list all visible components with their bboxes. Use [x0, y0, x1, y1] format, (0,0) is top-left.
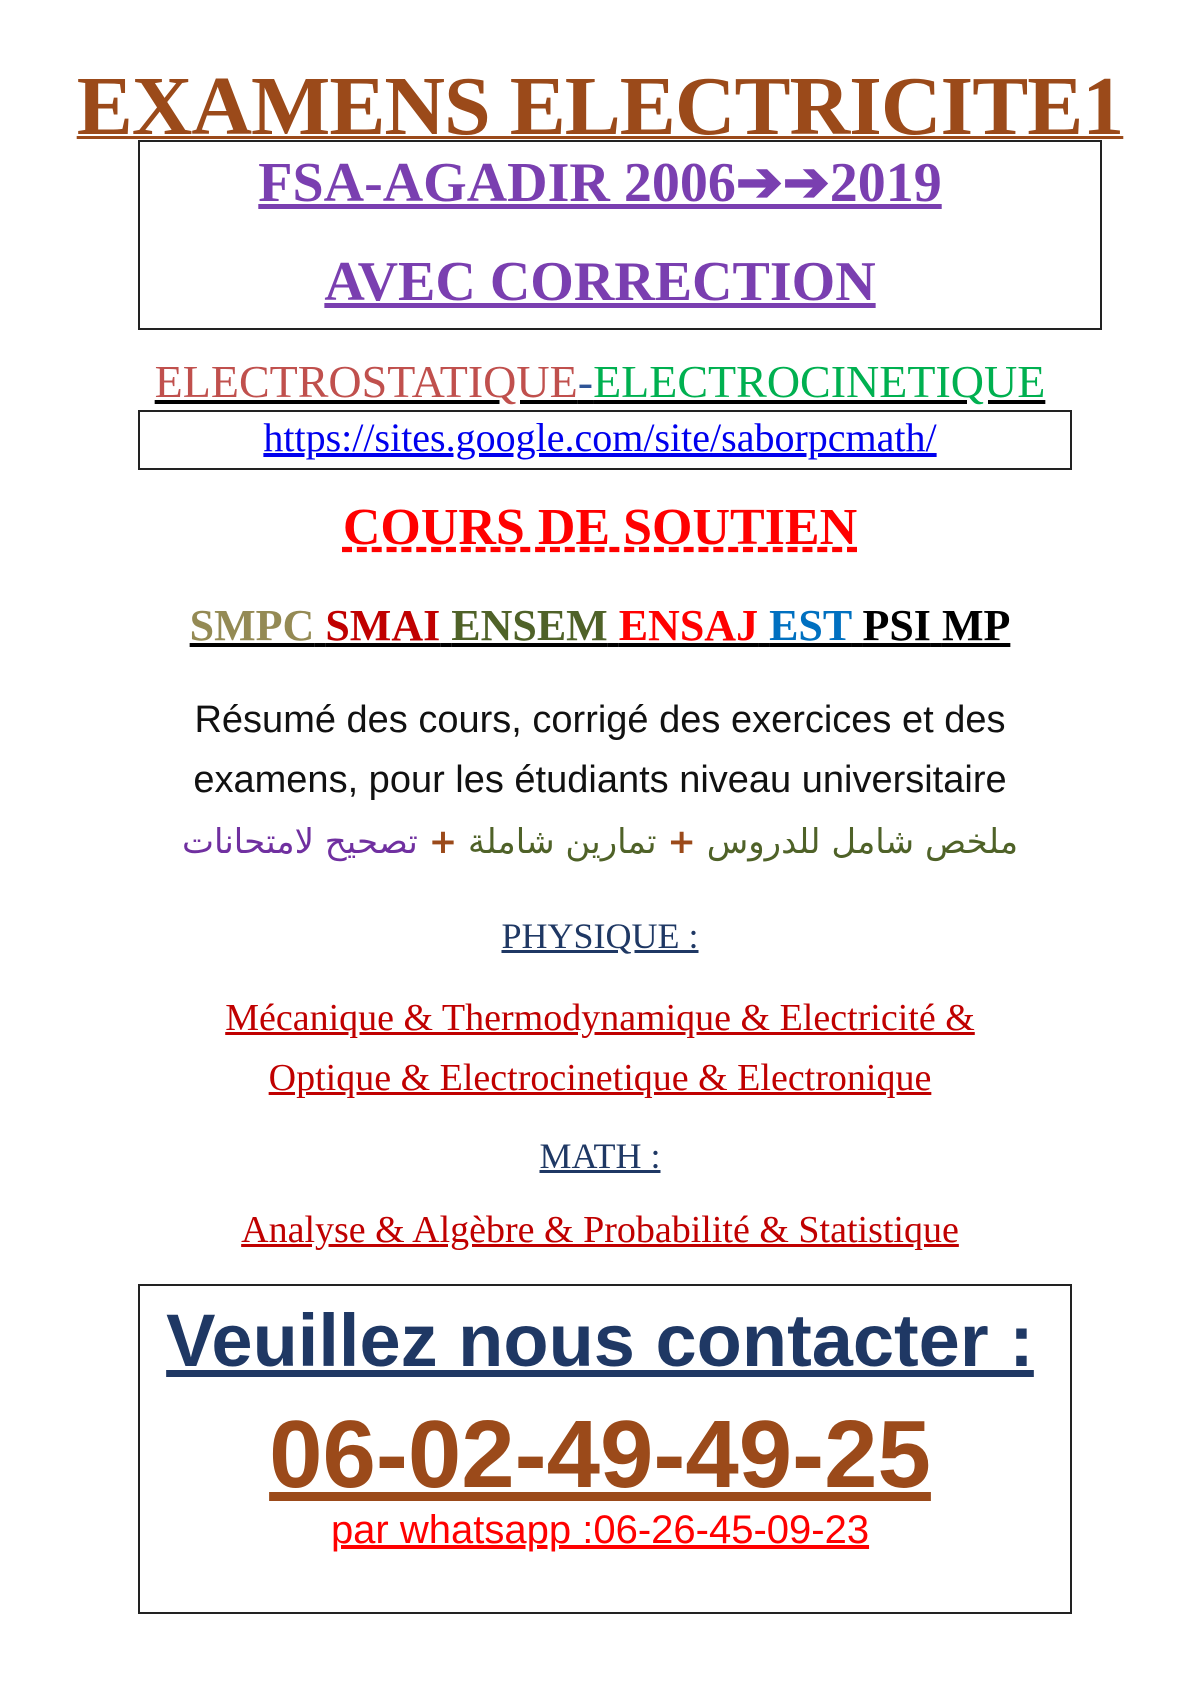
levels-line [0, 600, 1200, 651]
level-mp: MP [941, 601, 1011, 650]
site-link[interactable]: https://sites.google.com/site/saborpcmath/ [263, 415, 937, 460]
math-subjects: Analyse & Algèbre & Probabilité & Statistique [241, 1209, 959, 1251]
arabic-part-2: تمارين شاملة [468, 822, 657, 862]
resume-line-2: examens, pour les étudiants niveau universitaire [193, 759, 1007, 801]
arabic-plus-1: + [667, 822, 696, 862]
topics-line [0, 355, 1200, 408]
contact-heading: Veuillez nous contacter : [166, 1299, 1034, 1382]
fsa-subtitle: FSA-AGADIR 2006➔➔2019 [258, 152, 942, 214]
arabic-part-1: ملخص شامل للدروس [706, 822, 1019, 862]
avec-correction: AVEC CORRECTION [324, 251, 876, 313]
physique-line-1: Mécanique & Thermodynamique & Electricité & [225, 997, 975, 1039]
level-est: EST [769, 601, 852, 650]
electrocinetique-label: ELECTROCINETIQUE [593, 356, 1046, 407]
level-ensem: ENSEM [451, 601, 608, 650]
arabic-part-3: تصحيح لامتحانات [181, 822, 418, 862]
whatsapp-number: par whatsapp :06-26-45-09-23 [330, 1508, 870, 1552]
physique-line-2: Optique & Electrocinetique & Electronique [268, 1057, 932, 1099]
physique-subjects [0, 988, 1200, 1108]
phone-number: 06-02-49-49-25 [269, 1401, 931, 1508]
topics-dash: - [577, 356, 594, 407]
level-psi: PSI [862, 601, 931, 650]
level-ensaj: ENSAJ [618, 601, 759, 650]
arabic-line [0, 822, 1200, 862]
physique-heading: PHYSIQUE : [501, 916, 699, 956]
page-title: EXAMENS ELECTRICITE1 [76, 60, 1124, 153]
level-smai: SMAI [325, 601, 441, 650]
math-heading: MATH : [539, 1136, 661, 1176]
electrostatique-label: ELECTROSTATIQUE [154, 356, 578, 407]
cours-heading: COURS DE SOUTIEN [342, 499, 858, 556]
level-smpc: SMPC [189, 601, 315, 650]
resume-text [0, 690, 1200, 810]
arabic-plus-2: + [428, 822, 458, 862]
resume-line-1: Résumé des cours, corrigé des exercices et des [194, 699, 1006, 741]
